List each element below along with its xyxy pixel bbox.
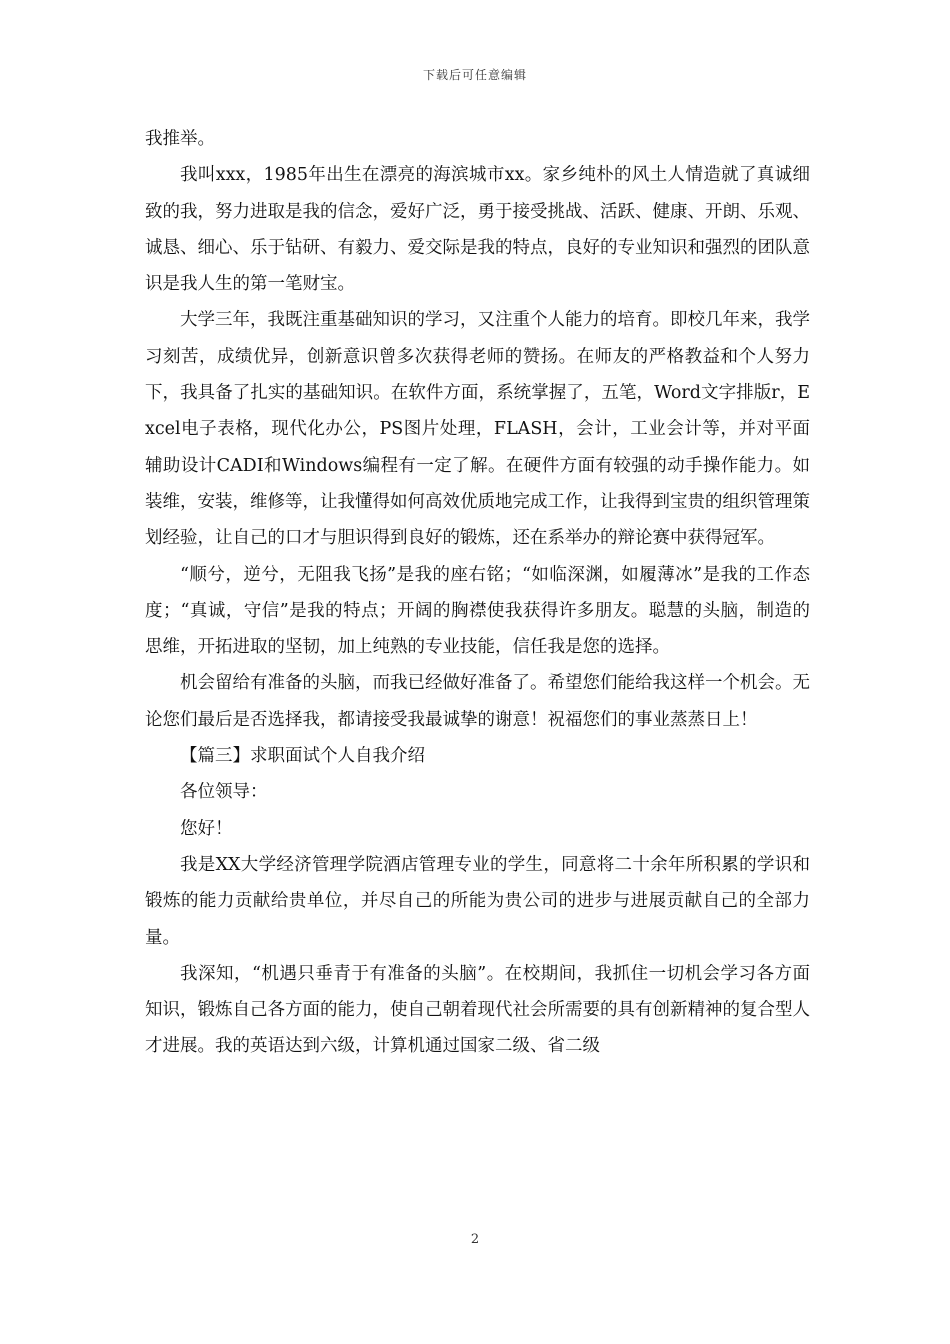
page-number: 2 (470, 1232, 480, 1247)
paragraph: 机会留给有准备的头脑，而我已经做好准备了。希望您们能给我这样一个机会。无论您们最后是否选择我，都请接受我最诚挚的谢意！祝福您们的事业蒸蒸日上！ (145, 673, 810, 730)
page-header: 下载后可任意编辑 (422, 68, 527, 82)
paragraph: 我深知，“机遇只垂青于有准备的头脑”。在校期间，我抓住一切机会学习各方面知识，锻炼自己各方面的能力，使自己朝着现代社会所需要的具有创新精神的复合型人才进展。我的英语达到六级，计算机通过国家二级、省二级 (145, 963, 810, 1057)
paragraph: 我叫xxx，1985年出生在漂亮的海滨城市xx。家乡纯朴的风土人情造就了真诚细致的我，努力进取是我的信念，爱好广泛，勇于接受挑战、活跃、健康、开朗、乐观、诚恳、细心、乐于钻研、有毅力、爱交际是我的特点，良好的专业知识和强烈的团队意识是我人生的第一笔财宝。 (145, 165, 810, 295)
greeting: 您好！ (180, 818, 233, 839)
document-body (145, 121, 810, 1065)
paragraph: 我推举。 (145, 129, 215, 149)
section-heading: 【篇三】求职面试个人自我介绍 (180, 746, 425, 767)
paragraph: 我是XX大学经济管理学院酒店管理专业的学生，同意将二十余年所积累的学识和锻炼的能力贡献给贵单位，并尽自己的所能为贵公司的进步与进展贡献自己的全部力量。 (145, 854, 810, 948)
paragraph: 大学三年，我既注重基础知识的学习，又注重个人能力的培育。即校几年来，我学习刻苦，成绩优异，创新意识曾多次获得老师的赞扬。在师友的严格教益和个人努力下，我具备了扎实的基础知识。在软件方面，系统掌握了，五笔，Word文字排版r，Excel电子表格，现代化办公，PS图片处理，FLASH，会计，工业会计等，并对平面辅助设计CADI和Windows编程有一定了解。在硬件方面有较强的动手操作能力。如装维，安装，维修等，让我懂得如何高效优质地完成工作，让我得到宝贵的组织管理策划经验，让自己的口才与胆识得到良好的锻炼，还在系举办的辩论赛中获得冠军。 (145, 310, 810, 549)
salutation: 各位领导： (180, 782, 268, 803)
paragraph: “顺兮，逆兮，无阻我飞扬”是我的座右铭；“如临深渊，如履薄冰”是我的工作态度；“真诚，守信”是我的特点；开阔的胸襟使我获得许多朋友。聪慧的头脑，制造的思维，开拓进取的坚韧，加上纯熟的专业技能，信任我是您的选择。 (145, 564, 810, 658)
